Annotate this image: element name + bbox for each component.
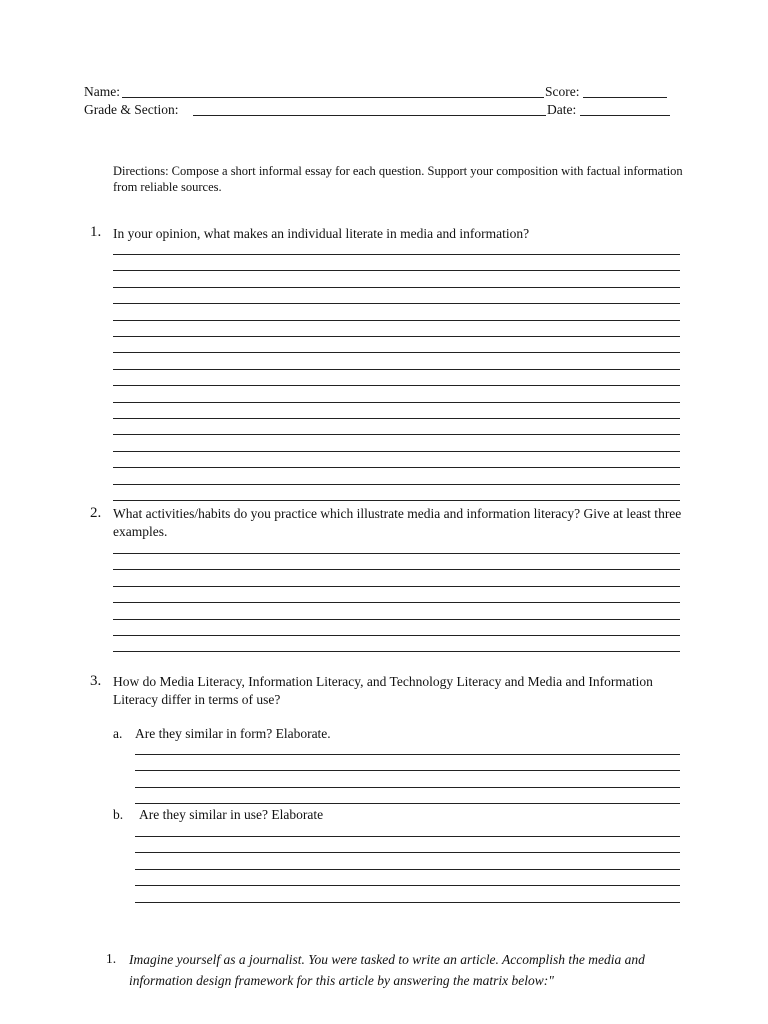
answer-line[interactable] — [113, 434, 680, 435]
answer-line[interactable] — [113, 402, 680, 403]
answer-line[interactable] — [113, 602, 680, 603]
answer-line[interactable] — [135, 803, 680, 804]
question-2-text: What activities/habits do you practice which illustrate media and information literacy? Give at least three examples. — [113, 506, 682, 539]
answer-line[interactable] — [113, 484, 680, 485]
answer-line[interactable] — [113, 569, 680, 570]
question-1-text: In your opinion, what makes an individual literate in media and information? — [113, 226, 530, 241]
answer-line[interactable] — [135, 836, 680, 837]
answer-line[interactable] — [113, 254, 680, 255]
answer-line[interactable] — [135, 787, 680, 788]
answer-line[interactable] — [135, 754, 680, 755]
answer-line[interactable] — [113, 303, 680, 304]
answer-line[interactable] — [113, 651, 680, 652]
answer-line[interactable] — [135, 902, 680, 903]
task-text: Imagine yourself as a journalist. You were tasked to write an article. Accomplish the media and information design framework for this article by answering the matrix below:" — [129, 952, 645, 988]
answer-line[interactable] — [113, 369, 680, 370]
date-field-line[interactable] — [580, 115, 670, 116]
answer-line[interactable] — [113, 352, 680, 353]
date-label: Date: — [547, 102, 577, 117]
name-field-line[interactable] — [122, 97, 544, 98]
answer-line[interactable] — [113, 451, 680, 452]
name-label: Name: — [84, 84, 120, 99]
sub-question-a-text: Are they similar in form? Elaborate. — [135, 726, 331, 741]
score-field-line[interactable] — [583, 97, 667, 98]
answer-line[interactable] — [113, 467, 680, 468]
grade-section-label: Grade & Section: — [84, 102, 179, 117]
answer-line[interactable] — [135, 852, 680, 853]
answer-line[interactable] — [135, 885, 680, 886]
answer-line[interactable] — [113, 418, 680, 419]
answer-line[interactable] — [113, 336, 680, 337]
grade-section-field-line[interactable] — [193, 115, 546, 116]
sub-question-a-letter: a. — [113, 726, 123, 741]
directions-text: Directions: Compose a short informal essay for each question. Support your composition with factual information from reliable sources. — [113, 164, 683, 194]
sub-question-b-text: Are they similar in use? Elaborate — [139, 807, 324, 822]
answer-line[interactable] — [135, 770, 680, 771]
question-3-number: 3. — [90, 673, 102, 689]
task-number: 1. — [106, 951, 117, 966]
answer-line[interactable] — [113, 320, 680, 321]
answer-line[interactable] — [113, 385, 680, 386]
answer-line[interactable] — [113, 635, 680, 636]
score-label: Score: — [545, 84, 580, 99]
question-3-text: How do Media Literacy, Information Literacy, and Technology Literacy and Media and Information Literacy differ in terms of use? — [113, 674, 653, 707]
answer-line[interactable] — [135, 869, 680, 870]
question-1-number: 1. — [90, 224, 102, 240]
answer-line[interactable] — [113, 287, 680, 288]
answer-line[interactable] — [113, 553, 680, 554]
answer-line[interactable] — [113, 270, 680, 271]
sub-question-b-letter: b. — [113, 807, 124, 822]
answer-line[interactable] — [113, 619, 680, 620]
question-2-number: 2. — [90, 505, 102, 521]
answer-line[interactable] — [113, 500, 680, 501]
answer-line[interactable] — [113, 586, 680, 587]
